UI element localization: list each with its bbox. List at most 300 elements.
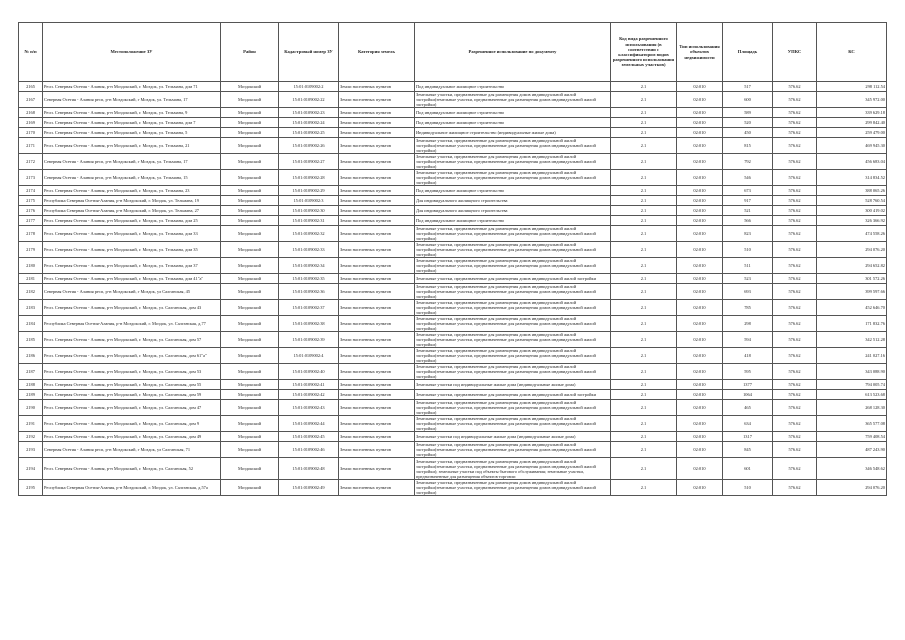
cell-category: Земли населенных пунктов [339,458,415,480]
cell-district: Моздокский [221,300,279,316]
table-row [19,380,887,390]
cell-num: 2174 [19,186,43,196]
cell-upks: 576.62 [773,380,817,390]
cell-object-code: 02:010 [677,128,723,138]
cell-ks: 301 572.26 [817,274,887,284]
cell-location: Республика Северная Осетия-Алания, р-н Моздокский, г. Моздок, ул. Салганская, д.77 [43,316,221,332]
cell-num: 2180 [19,258,43,274]
cell-district: Моздокский [221,206,279,216]
cell-permitted-use: Для индивидуального жилищного строительства [415,196,611,206]
cell-category: Земли населенных пунктов [339,364,415,380]
cell-permitted-use: Земельные участки, предназначенные для размещения домов индивидуальной жилой застройки(земельные участки, предназначенные для размещения домов индивидуальной жилой застройки) [415,154,611,170]
cell-upks: 576.62 [773,480,817,496]
cell-district: Моздокский [221,400,279,416]
cell-use-code: 2.1 [611,196,677,206]
cell-permitted-use: Земельные участки, предназначенные для размещения домов индивидуальной жилой застройки(земельные участки, предназначенные для размещения домов индивидуальной жилой застройки) [415,138,611,154]
cell-upks: 576.62 [773,92,817,108]
table-row [19,186,887,196]
cell-location: Респ. Северная Осетия - Алания, р-н Моздокский, г. Моздок, ул. Салганская, дом 43 [43,300,221,316]
cell-cadastral: 15:01:0109002:2 [279,82,339,92]
cell-category: Земли населенных пунктов [339,348,415,364]
cell-ks: 365 577.08 [817,416,887,432]
cell-ks: 759 408.54 [817,432,887,442]
cell-district: Моздокский [221,128,279,138]
table-header [19,23,887,82]
cell-num: 2169 [19,118,43,128]
cell-category: Земли населенных пунктов [339,258,415,274]
cell-area: 601 [723,458,773,480]
table-row [19,170,887,186]
cell-location: Респ. Северная Осетия - Алания, р-н Моздокский, г. Моздок, ул. Тельмана, дом 41"а" [43,274,221,284]
cell-area: 566 [723,216,773,226]
cell-use-code: 2.1 [611,458,677,480]
cell-use-code: 2.1 [611,442,677,458]
table-row [19,348,887,364]
cell-district: Моздокский [221,480,279,496]
cell-location: Респ. Северная Осетия - Алания, р-н Моздокский, г. Моздок, ул. Тельмана, дом 35 [43,242,221,258]
cell-num: 2177 [19,216,43,226]
cell-ks: 314 834.52 [817,170,887,186]
cell-ks: 469 945.30 [817,138,887,154]
cell-cadastral: 15:01:0109002:30 [279,206,339,216]
header-permitted-use: Разрешенное использование по документу [415,23,611,82]
cell-cadastral: 15:01:0109002:40 [279,364,339,380]
cell-district: Моздокский [221,154,279,170]
table-row [19,332,887,348]
cell-location: Респ. Северная Осетия - Алания, р-н Моздокский, г. Моздок, ул. Тельмана, 23 [43,186,221,196]
cell-upks: 576.62 [773,316,817,332]
cell-object-code: 02:010 [677,108,723,118]
cell-area: 521 [723,206,773,216]
cell-use-code: 2.1 [611,284,677,300]
cell-permitted-use: Земельные участки, предназначенные для размещения домов индивидуальной жилой застройки(земельные участки, предназначенные для размещения домов индивидуальной жилой застройки) [415,226,611,242]
table-row [19,274,887,284]
cell-num: 2173 [19,170,43,186]
cell-ks: 326 366.92 [817,216,887,226]
cell-cadastral: 15:01:0109002:41 [279,380,339,390]
cell-ks: 487 243.90 [817,442,887,458]
cell-use-code: 2.1 [611,364,677,380]
table-row [19,154,887,170]
table-row [19,118,887,128]
cell-district: Моздокский [221,442,279,458]
cell-object-code: 02:010 [677,390,723,400]
cell-upks: 576.62 [773,118,817,128]
cell-category: Земли населенных пунктов [339,138,415,154]
cell-num: 2175 [19,196,43,206]
cell-upks: 576.62 [773,138,817,154]
cell-permitted-use: Земельные участки, предназначенные для размещения домов индивидуальной жилой застройки(земельные участки, предназначенные для размещения домов индивидуальной жилой застройки) [415,480,611,496]
cell-location: Респ. Северная Осетия - Алания, р-н Моздокский, г. Моздок, ул. Салганская, дом 57 [43,332,221,348]
cell-location: Респ. Северная Осетия - Алания, р-н Моздокский, г. Моздок, ул. Салганская, дом 53 [43,364,221,380]
cell-district: Моздокский [221,316,279,332]
cell-use-code: 2.1 [611,226,677,242]
cell-num: 2170 [19,128,43,138]
cell-category: Земли населенных пунктов [339,196,415,206]
cell-cadastral: 15:01:0109002:44 [279,416,339,432]
cell-cadastral: 15:01:0109002:22 [279,92,339,108]
cell-category: Земли населенных пунктов [339,400,415,416]
cell-category: Земли населенных пунктов [339,442,415,458]
cell-use-code: 2.1 [611,154,677,170]
cell-upks: 576.62 [773,196,817,206]
cell-object-code: 02:010 [677,196,723,206]
cell-upks: 576.62 [773,284,817,300]
cell-permitted-use: Земельные участки под индивидуальные жилые дома (индивидуальные жилые дома) [415,432,611,442]
cell-use-code: 2.1 [611,206,677,216]
cell-district: Моздокский [221,196,279,206]
cell-num: 2189 [19,390,43,400]
cell-object-code: 02:010 [677,380,723,390]
cell-location: Респ. Северная Осетия - Алания, р-н Моздокский, г. Моздок, ул. Тельмана, 21 [43,138,221,154]
cell-num: 2183 [19,300,43,316]
cell-use-code: 2.1 [611,480,677,496]
cell-location: Респ. Северная Осетия - Алания, р-н Моздокский, г. Моздок, ул. Салганская, дом 61"а" [43,348,221,364]
cell-upks: 576.62 [773,442,817,458]
cell-permitted-use: Земельные участки, предназначенные для размещения домов индивидуальной жилой застройки(земельные участки, предназначенные для размещения домов индивидуальной жилой застройки) [415,364,611,380]
cell-category: Земли населенных пунктов [339,154,415,170]
cell-category: Земли населенных пунктов [339,416,415,432]
cell-category: Земли населенных пунктов [339,432,415,442]
cell-district: Моздокский [221,186,279,196]
cell-cadastral: 15:01:0109002:37 [279,300,339,316]
cell-upks: 576.62 [773,186,817,196]
header-location: Местоположение ЗУ [43,23,221,82]
cell-ks: 299 842.40 [817,118,887,128]
cell-category: Земли населенных пунктов [339,118,415,128]
table-row [19,458,887,480]
cell-object-code: 02:010 [677,226,723,242]
cell-ks: 294 076.20 [817,242,887,258]
cell-location: Респ. Северная Осетия - Алания, р-н Моздокский, г. Моздок, ул. Тельмана, дом 25 [43,216,221,226]
cell-ks: 342 512.28 [817,332,887,348]
table-row [19,432,887,442]
cell-num: 2185 [19,332,43,348]
cell-area: 792 [723,154,773,170]
cell-location: Северная Осетия - Алания респ, р-н Моздокский, г Моздок, ул Салганская, 71 [43,442,221,458]
cell-ks: 399 597.66 [817,284,887,300]
cell-upks: 576.62 [773,242,817,258]
cell-category: Земли населенных пунктов [339,390,415,400]
table-row [19,300,887,316]
cell-area: 546 [723,170,773,186]
cell-permitted-use: Индивидуальное жилищное строительство (индивидуальные жилые дома) [415,128,611,138]
cell-category: Земли населенных пунктов [339,332,415,348]
cell-upks: 576.62 [773,400,817,416]
cell-use-code: 2.1 [611,400,677,416]
cell-category: Земли населенных пунктов [339,300,415,316]
cell-permitted-use: Земельные участки, предназначенные для размещения домов индивидуальной жилой застройки(земельные участки, предназначенные для размещения домов индивидуальной жилой застройки) [415,442,611,458]
cell-object-code: 02:010 [677,216,723,226]
cell-location: Респ. Северная Осетия - Алания, р-н Моздокский, г. Моздок, ул. Салганская, дом 55 [43,380,221,390]
cell-area: 600 [723,92,773,108]
cell-area: 823 [723,226,773,242]
cell-location: Республика Северная Осетия-Алания, р-н Моздокский, г. Моздок, ул. Тельмана, 27 [43,206,221,216]
cell-permitted-use: Земельные участки, предназначенные для размещения домов индивидуальной жилой застройки(земельные участки, предназначенные для размещения домов индивидуальной жилой застройки) [415,316,611,332]
cell-permitted-use: Земельные участки, предназначенные для размещения домов индивидуальной жилой застройки(земельные участки, предназначенные для размещения домов индивидуальной жилой застройки) [415,348,611,364]
cell-permitted-use: Земельные участки, предназначенные для размещения домов индивидуальной жилой застройки(земельные участки, предназначенные для размещения домов индивидуальной жилой застройки) [415,258,611,274]
cell-object-code: 02:010 [677,300,723,316]
land-plots-table [18,22,887,496]
cell-district: Моздокский [221,108,279,118]
cell-location: Респ. Северная Осетия - Алания, р-н Моздокский, г. Моздок, ул. Тельмана, дом 33 [43,226,221,242]
cell-ks: 388 065.26 [817,186,887,196]
cell-object-code: 02:010 [677,416,723,432]
header-area: Площадь [723,23,773,82]
cell-use-code: 2.1 [611,274,677,284]
cell-use-code: 2.1 [611,332,677,348]
cell-district: Моздокский [221,82,279,92]
cell-upks: 576.62 [773,206,817,216]
cell-num: 2191 [19,416,43,432]
cell-district: Моздокский [221,170,279,186]
cell-ks: 794 005.74 [817,380,887,390]
table-row [19,416,887,432]
cell-num: 2172 [19,154,43,170]
cell-upks: 576.62 [773,432,817,442]
cell-num: 2187 [19,364,43,380]
cell-cadastral: 15:01:0109002:31 [279,216,339,226]
cell-upks: 576.62 [773,258,817,274]
table-row [19,442,887,458]
cell-location: Республика Северная Осетия-Алания, р-н Моздокский, г. Моздок, ул. Тельмана, 19 [43,196,221,206]
cell-area: 450 [723,128,773,138]
cell-cadastral: 15:01:0109002:38 [279,316,339,332]
cell-object-code: 02:010 [677,400,723,416]
cell-area: 1377 [723,380,773,390]
cell-cadastral: 15:01:0109002:45 [279,432,339,442]
table-row [19,390,887,400]
cell-object-code: 02:010 [677,284,723,300]
cell-area: 693 [723,284,773,300]
table-row [19,226,887,242]
cell-area: 1317 [723,432,773,442]
cell-ks: 259 479.00 [817,128,887,138]
cell-category: Земли населенных пунктов [339,186,415,196]
cell-permitted-use: Под индивидуальное жилищное строительство [415,216,611,226]
cell-ks: 294 652.82 [817,258,887,274]
cell-cadastral: 15:01:0109002:26 [279,138,339,154]
cell-upks: 576.62 [773,82,817,92]
cell-object-code: 02:010 [677,348,723,364]
cell-cadastral: 15:01:0109002:4 [279,348,339,364]
cell-location: Респ. Северная Осетия - Алания, р-н Моздокский, г. Моздок, ул. Тельмана, 5 [43,128,221,138]
cell-use-code: 2.1 [611,380,677,390]
cell-category: Земли населенных пунктов [339,242,415,258]
cell-ks: 300 419.02 [817,206,887,216]
cell-num: 2181 [19,274,43,284]
cell-object-code: 02:010 [677,186,723,196]
cell-area: 510 [723,480,773,496]
cell-area: 298 [723,316,773,332]
cell-cadastral: 15:01:0109002:46 [279,442,339,458]
cell-district: Моздокский [221,138,279,154]
cell-cadastral: 15:01:0109002:27 [279,154,339,170]
cell-object-code: 02:010 [677,138,723,154]
cell-permitted-use: Земельные участки, предназначенные для размещения домов индивидуальной жилой застройки(земельные участки, предназначенные для размещения домов индивидуальной жилой застройки) [415,332,611,348]
cell-upks: 576.62 [773,154,817,170]
table-row [19,258,887,274]
cell-location: Респ. Северная Осетия - Алания, р-н Моздокский, г. Моздок, ул. Тельмана, 9 [43,108,221,118]
cell-cadastral: 15:01:0109002:34 [279,258,339,274]
cell-num: 2178 [19,226,43,242]
cell-num: 2176 [19,206,43,216]
cell-cadastral: 15:01:0109002:43 [279,400,339,416]
cell-permitted-use: Под индивидуальное жилищное строительство [415,108,611,118]
cell-category: Земли населенных пунктов [339,480,415,496]
cell-num: 2188 [19,380,43,390]
cell-cadastral: 15:01:0109002:42 [279,390,339,400]
cell-ks: 346 548.62 [817,458,887,480]
cell-category: Земли населенных пунктов [339,274,415,284]
cell-ks: 241 027.16 [817,348,887,364]
cell-category: Земли населенных пунктов [339,128,415,138]
cell-object-code: 02:010 [677,118,723,128]
cell-use-code: 2.1 [611,348,677,364]
cell-use-code: 2.1 [611,242,677,258]
cell-area: 673 [723,186,773,196]
cell-object-code: 02:010 [677,274,723,284]
cell-area: 785 [723,300,773,316]
cell-cadastral: 15:01:0109002:23 [279,108,339,118]
header-category: Категория земель [339,23,415,82]
cell-area: 418 [723,348,773,364]
cell-object-code: 02:010 [677,170,723,186]
cell-ks: 294 076.20 [817,480,887,496]
cell-ks: 268 128.30 [817,400,887,416]
cell-cadastral: 15:01:0109002:48 [279,458,339,480]
cell-ks: 345 972.00 [817,92,887,108]
cell-location: Респ. Северная Осетия - Алания, р-н Моздокский, г. Моздок, ул. Тельмана, дом 37 [43,258,221,274]
cell-area: 595 [723,364,773,380]
cell-district: Моздокский [221,458,279,480]
cell-area: 594 [723,332,773,348]
cell-object-code: 02:010 [677,206,723,216]
cell-district: Моздокский [221,332,279,348]
header-district: Район [221,23,279,82]
cell-ks: 298 112.54 [817,82,887,92]
table-row [19,92,887,108]
table-row [19,364,887,380]
cell-location: Респ. Северная Осетия - Алания, р-н Моздокский, г. Моздок, ул. Салганская, дом 49 [43,432,221,442]
cell-ks: 613 523.68 [817,390,887,400]
document-page [18,22,886,496]
cell-ks: 339 629.18 [817,108,887,118]
cell-permitted-use: Земельные участки под индивидуальные жилые дома (индивидуальные жилые дома) [415,380,611,390]
cell-permitted-use: Земельные участки, предназначенные для размещения домов индивидуальной жилой застройки(земельные участки, предназначенные для размещения домов индивидуальной жилой застройки) [415,242,611,258]
cell-object-code: 02:010 [677,92,723,108]
cell-upks: 576.62 [773,108,817,118]
cell-upks: 576.62 [773,226,817,242]
cell-upks: 576.62 [773,216,817,226]
cell-district: Моздокский [221,432,279,442]
cell-upks: 576.62 [773,300,817,316]
cell-district: Моздокский [221,118,279,128]
table-row [19,206,887,216]
cell-area: 465 [723,400,773,416]
cell-upks: 576.62 [773,416,817,432]
cell-ks: 456 683.04 [817,154,887,170]
cell-object-code: 02:010 [677,242,723,258]
cell-upks: 576.62 [773,390,817,400]
cell-location: Республика Северная Осетия-Алания, р-н Моздокский, г. Моздок, ул. Салганская, д.57а [43,480,221,496]
header-num: № п/п [19,23,43,82]
cell-object-code: 02:010 [677,82,723,92]
cell-upks: 576.62 [773,128,817,138]
cell-permitted-use: Земельные участки, предназначенные для размещения домов индивидуальной жилой застройки [415,274,611,284]
cell-cadastral: 15:01:0109002:39 [279,332,339,348]
cell-object-code: 02:010 [677,316,723,332]
cell-category: Земли населенных пунктов [339,284,415,300]
cell-category: Земли населенных пунктов [339,108,415,118]
cell-use-code: 2.1 [611,390,677,400]
cell-cadastral: 15:01:0109002:24 [279,118,339,128]
table-row [19,316,887,332]
cell-category: Земли населенных пунктов [339,226,415,242]
cell-upks: 576.62 [773,364,817,380]
table-row [19,242,887,258]
cell-category: Земли населенных пунктов [339,316,415,332]
cell-cadastral: 15:01:0109002:29 [279,186,339,196]
table-row [19,138,887,154]
cell-ks: 343 088.90 [817,364,887,380]
cell-num: 2184 [19,316,43,332]
cell-ks: 452 646.70 [817,300,887,316]
cell-permitted-use: Земельные участки, предназначенные для размещения домов индивидуальной жилой застройки(земельные участки, предназначенные для размещения домов индивидуальной жилой застройки) [415,170,611,186]
table-row [19,196,887,206]
cell-location: Северная Осетия - Алания респ, р-н Моздокский, г Моздок, ул. Тельмана, 17 [43,154,221,170]
cell-permitted-use: Под индивидуальное жилищное строительство [415,118,611,128]
cell-num: 2182 [19,284,43,300]
cell-cadastral: 15:01:0109002:32 [279,226,339,242]
table-row [19,284,887,300]
cell-district: Моздокский [221,416,279,432]
cell-use-code: 2.1 [611,258,677,274]
cell-upks: 576.62 [773,348,817,364]
cell-use-code: 2.1 [611,92,677,108]
cell-num: 2193 [19,442,43,458]
header-use-code: Код вида разрешенного использования (в соответствии с классификатором видов разрешенного использования земельных участков) [611,23,677,82]
cell-object-code: 02:010 [677,442,723,458]
cell-district: Моздокский [221,242,279,258]
cell-location: Северная Осетия - Алания респ, р-н Моздокский, г Моздок, ул. Тельмана, 17 [43,92,221,108]
table-row [19,216,887,226]
cell-permitted-use: Земельные участки, предназначенные для размещения домов индивидуальной жилой застройки(земельные участки, предназначенные для размещения домов индивидуальной жилой застройки) [415,416,611,432]
cell-num: 2190 [19,400,43,416]
cell-district: Моздокский [221,348,279,364]
table-row [19,108,887,118]
cell-cadastral: 15:01:0109002:28 [279,170,339,186]
cell-num: 2171 [19,138,43,154]
cell-use-code: 2.1 [611,186,677,196]
cell-area: 511 [723,258,773,274]
header-object-code: Тип использования объектов недвижимости [677,23,723,82]
cell-use-code: 2.1 [611,416,677,432]
cell-category: Земли населенных пунктов [339,170,415,186]
cell-area: 520 [723,118,773,128]
cell-district: Моздокский [221,274,279,284]
cell-permitted-use: Земельные участки, предназначенные для размещения домов индивидуальной жилой застройки(земельные участки, предназначенные для размещения домов индивидуальной жилой застройки); земельные участки под объекты бытового обслуживания; земельные участки, предназначенные для размещения объектов торговли [415,458,611,480]
cell-location: Респ. Северная Осетия - Алания, р-н Моздокский, г. Моздок, ул. Салганская, дом 59 [43,390,221,400]
header-upks: УПКС [773,23,817,82]
cell-cadastral: 15:01:0109002:25 [279,128,339,138]
cell-district: Моздокский [221,390,279,400]
cell-upks: 576.62 [773,274,817,284]
cell-permitted-use: Земельные участки, предназначенные для размещения домов индивидуальной жилой застройки(земельные участки, предназначенные для размещения домов индивидуальной жилой застройки) [415,284,611,300]
cell-area: 634 [723,416,773,432]
cell-use-code: 2.1 [611,128,677,138]
cell-cadastral: 15:01:0109002:33 [279,242,339,258]
